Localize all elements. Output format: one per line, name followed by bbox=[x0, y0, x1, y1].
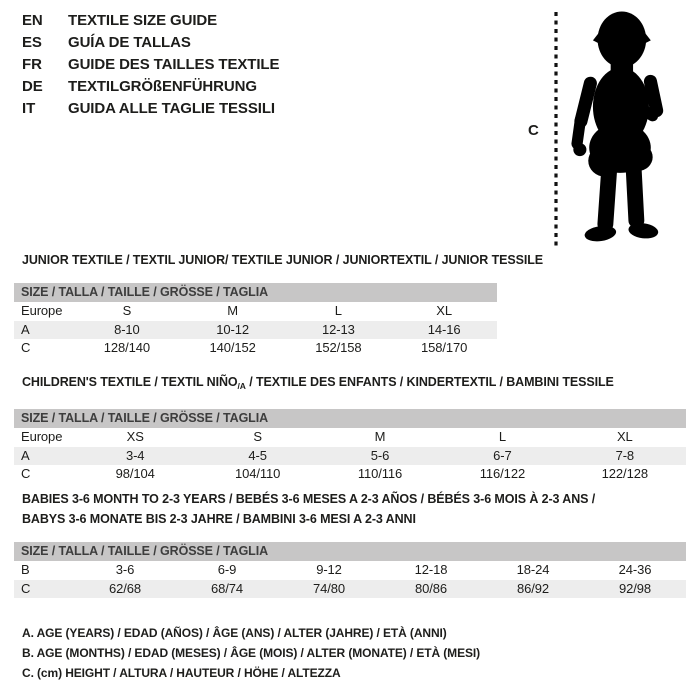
size-value-cell: S bbox=[253, 429, 262, 444]
language-title: TEXTILGRÖßENFÜHRUNG bbox=[68, 78, 257, 95]
size-header-label: SIZE / TALLA / TAILLE / GRÖSSE / TAGLIA bbox=[21, 285, 269, 299]
size-value-cell: 14-16 bbox=[427, 321, 461, 337]
junior-textile-table bbox=[0, 250, 543, 358]
height-dashed-line-icon bbox=[552, 10, 560, 250]
row-label: C bbox=[21, 580, 31, 596]
size-value-cell: 24-36 bbox=[618, 562, 652, 577]
language-list bbox=[22, 10, 279, 120]
footnotes bbox=[22, 623, 480, 683]
size-value-cell: 3-6 bbox=[115, 562, 135, 577]
table-row bbox=[14, 339, 497, 358]
row-label: C bbox=[21, 340, 31, 355]
row-label: B bbox=[21, 562, 30, 577]
size-value-cell: 92/98 bbox=[618, 580, 652, 596]
size-value-cell: 5-6 bbox=[370, 447, 390, 463]
table-body bbox=[14, 561, 686, 598]
table-row bbox=[14, 561, 686, 580]
table-title-text: BABIES 3-6 MONTH TO 2-3 YEARS / BEBÉS 3-6 MESES A 2-3 AÑOS / BÉBÉS 3-6 MOIS À 2-3 ANS / bbox=[22, 492, 596, 506]
table-row bbox=[14, 447, 686, 466]
size-value-cell: 158/170 bbox=[420, 340, 468, 355]
table-title bbox=[22, 372, 686, 396]
height-measure-label: C bbox=[528, 122, 539, 139]
size-header-label: SIZE / TALLA / TAILLE / GRÖSSE / TAGLIA bbox=[21, 411, 269, 425]
row-label: Europe bbox=[21, 303, 63, 318]
size-header-bar bbox=[14, 542, 686, 561]
language-row bbox=[22, 98, 279, 120]
size-value-cell: 116/122 bbox=[479, 466, 526, 481]
row-label: A bbox=[21, 321, 30, 337]
size-header-bar bbox=[14, 283, 497, 302]
size-value-cell: 6-7 bbox=[493, 447, 512, 463]
size-value-cell: 12-13 bbox=[322, 321, 355, 337]
toddler-silhouette-icon bbox=[564, 8, 676, 252]
size-value-cell: 62/68 bbox=[108, 580, 142, 596]
language-title: GUIDA ALLE TAGLIE TESSILI bbox=[68, 100, 275, 117]
language-row bbox=[22, 32, 279, 54]
size-value-cell: 9-12 bbox=[316, 562, 342, 577]
size-value-cell: 7-8 bbox=[615, 447, 635, 463]
size-value-cell: 8-10 bbox=[114, 321, 140, 337]
language-title: TEXTILE SIZE GUIDE bbox=[68, 12, 218, 29]
size-value-cell: 18-24 bbox=[516, 562, 550, 577]
footnote-line: B. AGE (MONTHS) / EDAD (MESES) / ÂGE (MOIS) / ALTER (MONATE) / ETÀ (MESI) bbox=[22, 646, 481, 660]
language-code: DE bbox=[22, 78, 43, 95]
size-value-cell: 10-12 bbox=[216, 321, 249, 337]
size-value-cell: 152/158 bbox=[315, 340, 362, 355]
size-value-cell: 110/116 bbox=[357, 466, 403, 481]
table-title-line bbox=[22, 372, 686, 396]
table-title-text: JUNIOR TEXTILE / TEXTIL JUNIOR/ TEXTILE JUNIOR / JUNIORTEXTIL / JUNIOR TESSILE bbox=[22, 253, 543, 267]
table-row bbox=[14, 580, 686, 599]
table-row bbox=[14, 302, 497, 321]
size-value-cell: 128/140 bbox=[103, 340, 151, 355]
language-title: GUIDE DES TAILLES TEXTILE bbox=[68, 56, 280, 73]
table-title-text: BABYS 3-6 MONATE BIS 2-3 JAHRE / BAMBINI 3-6 MESI A 2-3 ANNI bbox=[22, 512, 416, 526]
footnote-line: C. (cm) HEIGHT / ALTURA / HAUTEUR / HÖHE / ALTEZZA bbox=[22, 666, 341, 680]
size-value-cell: 98/104 bbox=[115, 466, 155, 481]
size-value-cell: 140/152 bbox=[209, 340, 256, 355]
size-value-cell: M bbox=[374, 429, 386, 444]
table-body bbox=[14, 428, 686, 484]
language-row bbox=[22, 76, 279, 98]
size-value-cell: S bbox=[122, 303, 132, 318]
table-title-line bbox=[22, 250, 543, 270]
row-label: A bbox=[21, 447, 30, 463]
size-value-cell: L bbox=[498, 429, 506, 444]
table-row bbox=[14, 321, 497, 340]
size-value-cell: 104/110 bbox=[234, 466, 281, 481]
size-value-cell: XL bbox=[616, 429, 633, 444]
size-value-cell: 122/128 bbox=[601, 466, 648, 481]
size-value-cell: XL bbox=[436, 303, 452, 318]
language-code: IT bbox=[22, 100, 36, 117]
size-header-label: SIZE / TALLA / TAILLE / GRÖSSE / TAGLIA bbox=[21, 544, 269, 558]
size-value-cell: L bbox=[334, 303, 342, 318]
size-value-cell: 3-4 bbox=[125, 447, 145, 463]
table-title-subscript: /A bbox=[237, 381, 246, 391]
row-label: C bbox=[21, 466, 31, 481]
size-value-cell: M bbox=[227, 303, 238, 318]
language-row bbox=[22, 54, 279, 76]
table-title-line bbox=[22, 509, 686, 529]
size-value-cell: 12-18 bbox=[414, 562, 448, 577]
babies-textile-table bbox=[0, 489, 686, 598]
table-title-line bbox=[22, 489, 686, 509]
size-value-cell: 74/80 bbox=[312, 580, 346, 596]
table-row bbox=[14, 428, 686, 447]
table-body bbox=[14, 302, 497, 358]
language-code: EN bbox=[22, 12, 43, 29]
size-value-cell: 86/92 bbox=[516, 580, 550, 596]
table-title bbox=[22, 250, 543, 270]
childrens-textile-table bbox=[0, 372, 686, 484]
table-title-text: / TEXTILE DES ENFANTS / KINDERTEXTIL / BAMBINI TESSILE bbox=[245, 375, 614, 389]
language-row bbox=[22, 10, 279, 32]
table-title-text: CHILDREN'S TEXTILE / TEXTIL NIÑO bbox=[22, 375, 238, 389]
size-value-cell: 68/74 bbox=[210, 580, 244, 596]
size-header-bar bbox=[14, 409, 686, 428]
table-title bbox=[22, 489, 686, 529]
language-code: ES bbox=[22, 34, 42, 51]
row-label: Europe bbox=[21, 429, 63, 444]
size-value-cell: 6-9 bbox=[217, 562, 237, 577]
language-title: GUÍA DE TALLAS bbox=[68, 34, 191, 51]
table-row bbox=[14, 465, 686, 484]
size-value-cell: 80/86 bbox=[414, 580, 448, 596]
language-code: FR bbox=[22, 56, 42, 73]
size-value-cell: 4-5 bbox=[248, 447, 267, 463]
size-value-cell: XS bbox=[126, 429, 144, 444]
measurement-figure bbox=[522, 6, 692, 251]
footnote-line: A. AGE (YEARS) / EDAD (AÑOS) / ÂGE (ANS) / ALTER (JAHRE) / ETÀ (ANNI) bbox=[22, 626, 447, 640]
